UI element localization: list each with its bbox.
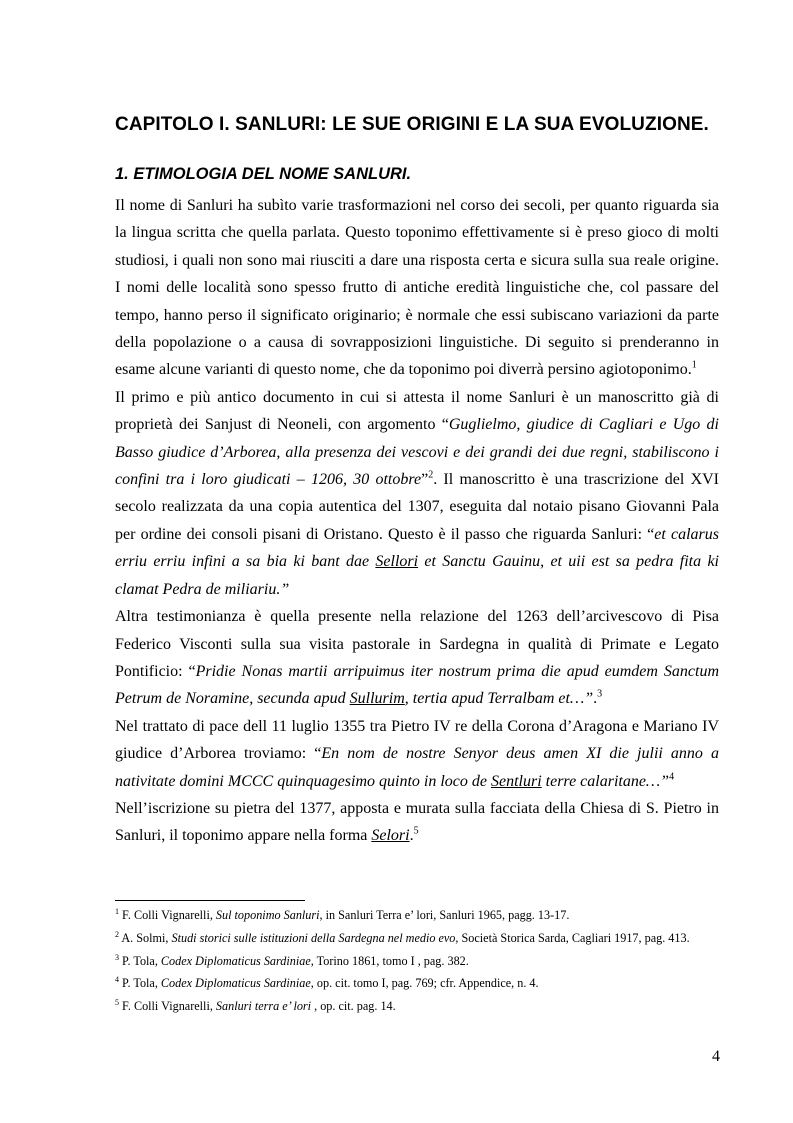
paragraph-1: Il nome di Sanluri ha subìto varie trasformazioni nel corso dei secoli, per quanto riguarda sia la lingua scritta che quella parlata. Questo toponimo effettivamente si è preso gioco di molti studiosi, i quali non sono mai riusciti a dare una risposta certa e sicura sulla sua reale origine. I nomi delle località sono spesso frutto di antiche eredità linguistiche che, col passare del tempo, hanno perso il significato originario; è normale che essi subiscano variazioni da parte della popolazione o a causa di sovrapposizioni linguistiche. Di seguito si prenderanno in esame alcune varianti di questo nome, che da toponimo poi diverrà persino agiotoponimo.$^1$: [115, 197, 719, 379]
footnotes: [115, 904, 719, 1018]
footnote-2: $^2$ A. Solmi, Studi storici sulle istituzioni della Sardegna nel medio evo, Società Storica Sarda, Cagliari 1917, pag. 413.: [115, 929, 690, 945]
footnote-1: $^1$ F. Colli Vignarelli, Sul toponimo Sanluri, in Sanluri Terra e’ lori, Sanluri 1965, pagg. 13-17.: [115, 906, 570, 922]
page-number: 4: [712, 1048, 720, 1065]
footnote-divider: [115, 900, 305, 901]
paragraph-2: Il primo e più antico documento in cui si attesta il nome Sanluri è un manoscritto già di proprietà dei Sanjust di Neoneli, con argomento “Guglielmo, giudice di Cagliari e Ugo di Basso giudice d’Arborea, alla presenza dei vescovi e dei grandi dei due regni, stabiliscono i confini tra i loro giudicati – 1206, 30 ottobre”$^2$. Il manoscritto è una trascrizione del XVI secolo realizzata da una copia autentica del 1307, eseguita dal notaio pisano Giovanni Pala per ordine dei consoli pisani di Oristano. Questo è il passo che riguarda Sanluri: “et calarus erriu erriu infini a sa bia ki bant dae Sellori et Sanctu Gauinu, et uii est sa pedra fita ki clamat Pedra de miliariu.”: [115, 388, 720, 598]
section-title: 1. ETIMOLOGIA DEL NOME SANLURI.: [115, 165, 412, 183]
toponym-sellori: Sellori: [375, 553, 419, 571]
footnote-3: $^3$ P. Tola, Codex Diplomaticus Sardiniae, Torino 1861, tomo I , pag. 382.: [115, 952, 469, 968]
footnote-4: $^4$ P. Tola, Codex Diplomaticus Sardiniae, op. cit. tomo I, pag. 769; cfr. Appendice, n. 4.: [115, 975, 539, 991]
toponym-sentluri: Sentluri: [490, 772, 542, 790]
footnote-ref-1[interactable]: 1: [691, 360, 697, 372]
paragraph-5: Nell’iscrizione su pietra del 1377, apposta e murata sulla facciata della Chiesa di S. Pietro in Sanluri, il toponimo appare nella forma Selori.$^5$: [115, 799, 719, 845]
chapter-title: CAPITOLO I. SANLURI: LE SUE ORIGINI E LA SUA EVOLUZIONE.: [115, 114, 709, 135]
paragraph-4: Nel trattato di pace dell 11 luglio 1355 tra Pietro IV re della Corona d’Aragona e Mariano IV giudice d’Arborea troviamo: “En nom de nostre Senyor deus amen XI die julii anno a nativitate domini MCCC quinquagesimo quinto in loco de Sentluri terre calaritane…”$^4$: [115, 717, 719, 790]
body-text: [115, 192, 719, 850]
footnote-ref-3[interactable]: 3: [597, 688, 603, 700]
toponym-sullurim: Sullurim: [349, 690, 405, 708]
footnote-ref-5[interactable]: 5: [413, 826, 419, 838]
footnote-ref-4[interactable]: 4: [669, 771, 675, 783]
footnote-ref-2[interactable]: 2: [428, 469, 434, 481]
footnote-5: $^5$ F. Colli Vignarelli, Sanluri terra e’ lori , op. cit. pag. 14.: [115, 998, 396, 1014]
paragraph-3: Altra testimonianza è quella presente nella relazione del 1263 dell’arcivescovo di Pisa Federico Visconti sulla sua visita pastorale in Sardegna in qualità di Primate e Legato Pontificio: “Pridie Nonas martii arripuimus iter nostrum prima die apud eumdem Sanctum Petrum de Noramine, secunda apud Sullurim, tertia apud Terralbam et…”.$^3$: [115, 608, 720, 708]
toponym-selori: Selori: [371, 827, 410, 845]
